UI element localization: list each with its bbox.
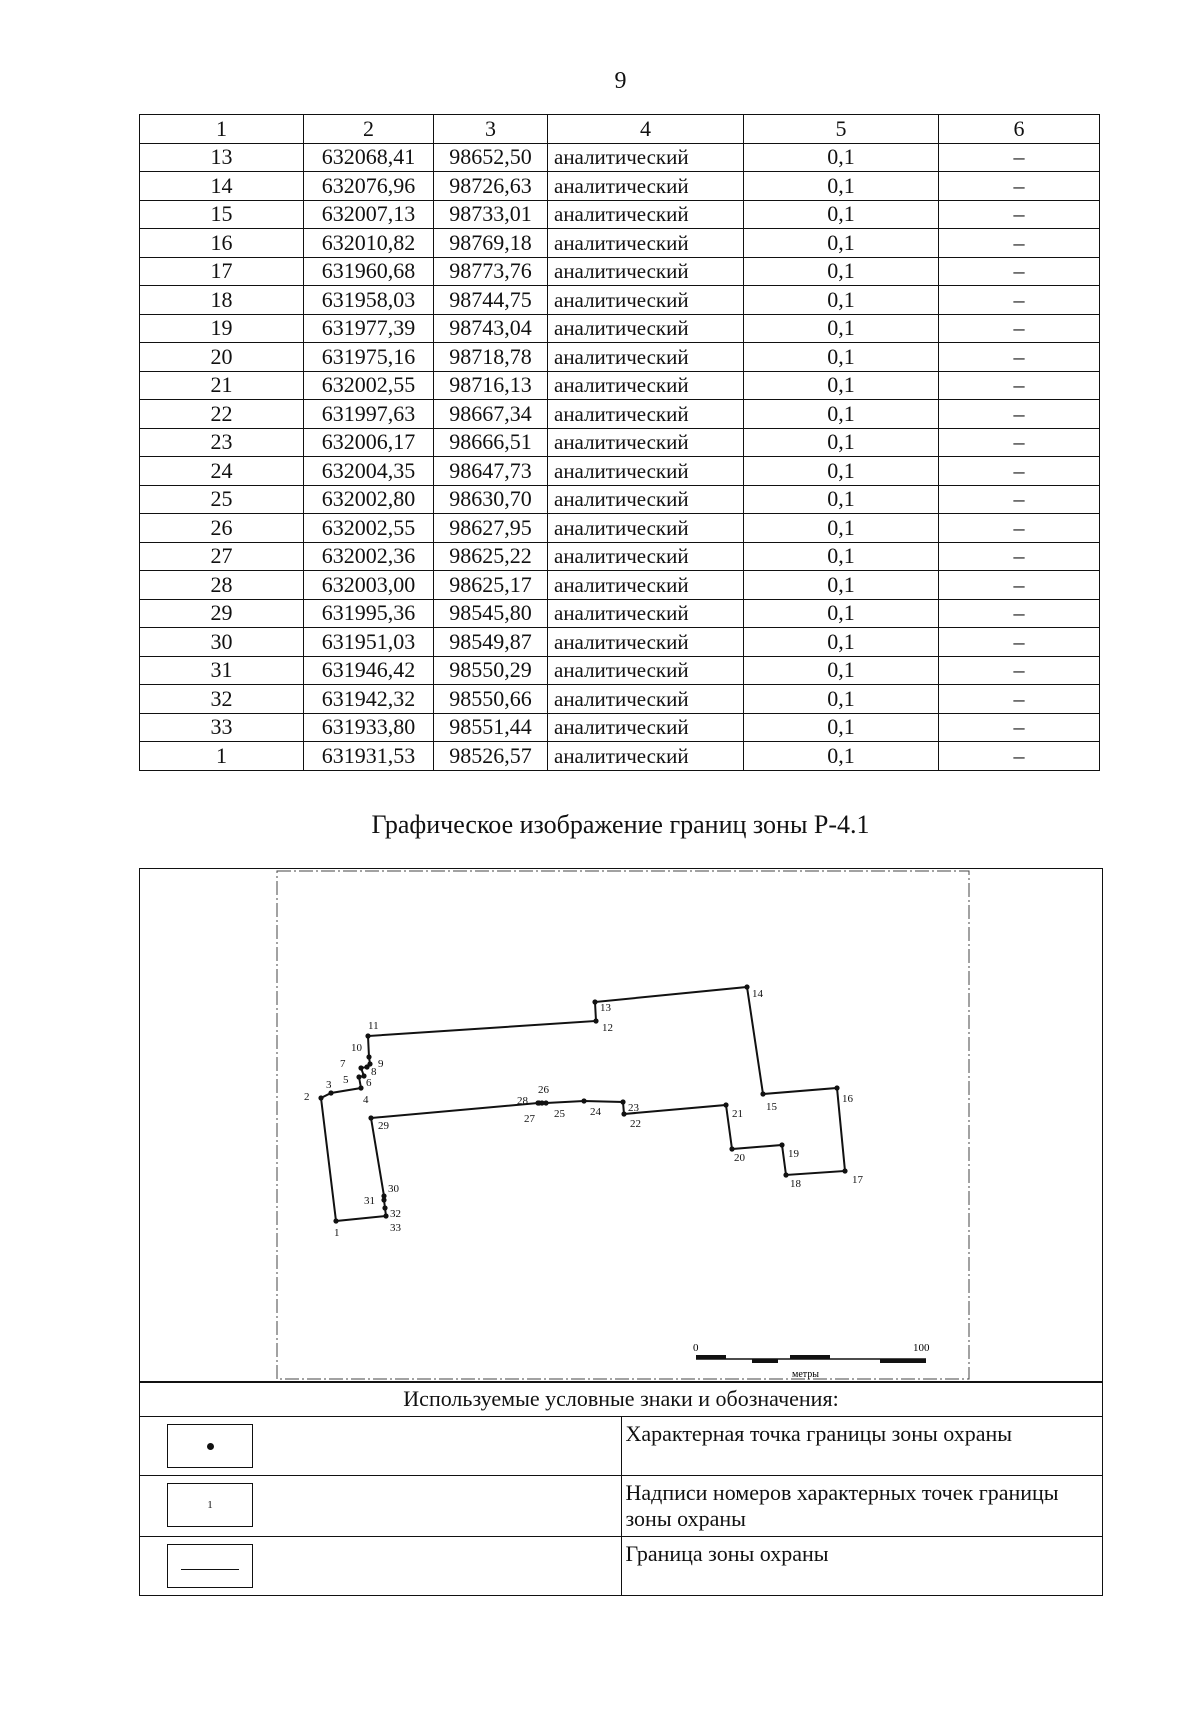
legend-table <box>139 1382 1103 1596</box>
table-row <box>140 599 1100 628</box>
legend-line-text: Граница зоны охраны <box>621 1537 1103 1596</box>
table-cell: – <box>939 371 1100 400</box>
scale-bar-segment <box>696 1355 726 1359</box>
table-cell: 0,1 <box>744 343 939 372</box>
table-cell: 32 <box>140 685 304 714</box>
table-row <box>140 286 1100 315</box>
boundary-point-marker <box>779 1142 784 1147</box>
table-cell: – <box>939 628 1100 657</box>
column-header: 2 <box>304 115 434 144</box>
boundary-point-marker <box>592 999 597 1004</box>
table-cell: 631997,63 <box>304 400 434 429</box>
point-number-label: 1 <box>334 1227 340 1239</box>
table-cell: 0,1 <box>744 685 939 714</box>
table-cell: 631931,53 <box>304 742 434 771</box>
boundary-point-marker <box>834 1085 839 1090</box>
table-cell: – <box>939 286 1100 315</box>
table-cell: 98743,04 <box>434 314 548 343</box>
point-number-label: 12 <box>602 1022 613 1034</box>
table-cell: аналитический <box>548 656 744 685</box>
table-cell: 631995,36 <box>304 599 434 628</box>
point-number-label: 22 <box>630 1118 641 1130</box>
point-number-label: 10 <box>351 1042 362 1054</box>
table-cell: 0,1 <box>744 286 939 315</box>
point-number-label: 23 <box>628 1102 639 1114</box>
point-number-label: 31 <box>364 1195 375 1207</box>
boundary-point-marker <box>621 1111 626 1116</box>
scale-bar-segment <box>790 1355 830 1359</box>
table-cell: 98666,51 <box>434 428 548 457</box>
page-number: 9 <box>614 68 627 94</box>
table-cell: 28 <box>140 571 304 600</box>
table-cell: аналитический <box>548 428 744 457</box>
table-cell: – <box>939 485 1100 514</box>
table-cell: 0,1 <box>744 571 939 600</box>
point-number-label: 32 <box>390 1208 401 1220</box>
table-cell: – <box>939 143 1100 172</box>
table-row <box>140 542 1100 571</box>
table-cell: 25 <box>140 485 304 514</box>
point-number-label: 28 <box>517 1095 528 1107</box>
table-row <box>140 400 1100 429</box>
boundary-point-marker <box>356 1074 361 1079</box>
table-cell: аналитический <box>548 457 744 486</box>
table-cell: аналитический <box>548 371 744 400</box>
table-cell: – <box>939 172 1100 201</box>
point-number-label: 14 <box>752 988 763 1000</box>
table-cell: 16 <box>140 229 304 258</box>
point-number-label: 13 <box>600 1002 611 1014</box>
legend-label-text: Надписи номеров характерных точек границы зоны охраны <box>621 1476 1103 1537</box>
point-number-label: 5 <box>343 1074 349 1086</box>
table-cell: 0,1 <box>744 400 939 429</box>
point-number-label: 24 <box>590 1106 601 1118</box>
table-cell: – <box>939 200 1100 229</box>
table-cell: – <box>939 229 1100 258</box>
table-row <box>140 172 1100 201</box>
legend-row-point <box>140 1417 1103 1476</box>
point-number-label: 7 <box>340 1058 346 1070</box>
table-cell: 18 <box>140 286 304 315</box>
table-cell: 631951,03 <box>304 628 434 657</box>
table-cell: 98551,44 <box>434 713 548 742</box>
boundary-map <box>139 868 1103 1382</box>
table-row <box>140 343 1100 372</box>
table-cell: 98652,50 <box>434 143 548 172</box>
table-cell: 632002,55 <box>304 371 434 400</box>
column-header: 6 <box>939 115 1100 144</box>
table-cell: 632002,36 <box>304 542 434 571</box>
table-cell: аналитический <box>548 172 744 201</box>
scale-start-label: 0 <box>693 1342 699 1354</box>
point-number-label: 6 <box>366 1077 372 1089</box>
scale-bar <box>693 1342 930 1380</box>
table-cell: 0,1 <box>744 742 939 771</box>
line-symbol <box>167 1544 253 1588</box>
table-cell: 23 <box>140 428 304 457</box>
table-cell: 30 <box>140 628 304 657</box>
table-cell: 98550,29 <box>434 656 548 685</box>
table-cell: аналитический <box>548 257 744 286</box>
boundary-point-marker <box>723 1102 728 1107</box>
table-cell: 631975,16 <box>304 343 434 372</box>
table-cell: аналитический <box>548 599 744 628</box>
table-cell: 632007,13 <box>304 200 434 229</box>
table-cell: 29 <box>140 599 304 628</box>
table-row <box>140 229 1100 258</box>
boundary-point-marker <box>328 1090 333 1095</box>
boundary-point-marker <box>383 1213 388 1218</box>
column-header: 1 <box>140 115 304 144</box>
point-number-label: 15 <box>766 1101 777 1113</box>
point-number-label: 9 <box>378 1058 384 1070</box>
coordinates-table <box>139 114 1100 771</box>
table-row <box>140 685 1100 714</box>
scale-unit-label: метры <box>792 1369 819 1380</box>
table-cell: 98667,34 <box>434 400 548 429</box>
table-cell: 0,1 <box>744 542 939 571</box>
table-row <box>140 485 1100 514</box>
table-cell: – <box>939 542 1100 571</box>
table-cell: аналитический <box>548 542 744 571</box>
table-row <box>140 713 1100 742</box>
point-number-label: 2 <box>304 1091 310 1103</box>
table-cell: – <box>939 656 1100 685</box>
table-cell: 632002,80 <box>304 485 434 514</box>
point-number-label: 33 <box>390 1222 401 1234</box>
table-cell: 631958,03 <box>304 286 434 315</box>
table-cell: 632003,00 <box>304 571 434 600</box>
table-cell: 0,1 <box>744 172 939 201</box>
table-row <box>140 656 1100 685</box>
table-cell: – <box>939 257 1100 286</box>
table-cell: 17 <box>140 257 304 286</box>
table-cell: 0,1 <box>744 314 939 343</box>
table-cell: 98716,13 <box>434 371 548 400</box>
table-cell: аналитический <box>548 713 744 742</box>
table-cell: 0,1 <box>744 457 939 486</box>
boundary-point-marker <box>358 1065 363 1070</box>
boundary-point-marker <box>368 1115 373 1120</box>
table-cell: 0,1 <box>744 485 939 514</box>
table-cell: 98744,75 <box>434 286 548 315</box>
table-cell: 20 <box>140 343 304 372</box>
table-cell: 24 <box>140 457 304 486</box>
table-header-row <box>140 115 1100 144</box>
point-number-label: 3 <box>326 1079 332 1091</box>
point-symbol <box>167 1424 253 1468</box>
point-number-label: 18 <box>790 1178 801 1190</box>
table-cell: аналитический <box>548 485 744 514</box>
boundary-line-icon <box>181 1569 239 1570</box>
table-cell: аналитический <box>548 571 744 600</box>
boundary-point-marker <box>382 1205 387 1210</box>
table-row <box>140 514 1100 543</box>
table-row <box>140 428 1100 457</box>
table-cell: 631946,42 <box>304 656 434 685</box>
point-number-label: 4 <box>363 1094 369 1106</box>
table-cell: 632002,55 <box>304 514 434 543</box>
table-cell: 21 <box>140 371 304 400</box>
table-cell: 13 <box>140 143 304 172</box>
point-number-label: 11 <box>368 1020 379 1032</box>
table-cell: 98773,76 <box>434 257 548 286</box>
boundary-point-marker <box>358 1085 363 1090</box>
table-cell: 98526,57 <box>434 742 548 771</box>
table-cell: 33 <box>140 713 304 742</box>
table-cell: 15 <box>140 200 304 229</box>
table-cell: 631933,80 <box>304 713 434 742</box>
point-number-label: 26 <box>538 1084 549 1096</box>
table-cell: 98625,17 <box>434 571 548 600</box>
column-header: 5 <box>744 115 939 144</box>
table-cell: 0,1 <box>744 371 939 400</box>
table-cell: 98625,22 <box>434 542 548 571</box>
table-cell: 0,1 <box>744 229 939 258</box>
table-row <box>140 628 1100 657</box>
boundary-point-marker <box>783 1172 788 1177</box>
table-cell: аналитический <box>548 200 744 229</box>
table-cell: – <box>939 428 1100 457</box>
table-cell: 632004,35 <box>304 457 434 486</box>
table-cell: 0,1 <box>744 713 939 742</box>
table-cell: 98550,66 <box>434 685 548 714</box>
table-row <box>140 571 1100 600</box>
table-cell: – <box>939 400 1100 429</box>
boundary-point-marker <box>366 1054 371 1059</box>
table-cell: 0,1 <box>744 143 939 172</box>
table-cell: 631960,68 <box>304 257 434 286</box>
table-cell: 98647,73 <box>434 457 548 486</box>
table-cell: 0,1 <box>744 257 939 286</box>
point-number-label: 30 <box>388 1183 399 1195</box>
table-cell: 98726,63 <box>434 172 548 201</box>
table-cell: аналитический <box>548 314 744 343</box>
table-row <box>140 143 1100 172</box>
point-dot-icon <box>207 1443 214 1450</box>
boundary-point-marker <box>381 1197 386 1202</box>
table-cell: – <box>939 514 1100 543</box>
legend-row-label <box>140 1476 1103 1537</box>
table-cell: аналитический <box>548 742 744 771</box>
table-cell: 19 <box>140 314 304 343</box>
scale-bar-segment <box>752 1359 778 1363</box>
boundary-point-marker <box>535 1100 540 1105</box>
table-cell: 26 <box>140 514 304 543</box>
point-number-label: 25 <box>554 1108 565 1120</box>
table-cell: аналитический <box>548 343 744 372</box>
table-cell: – <box>939 314 1100 343</box>
point-number-label: 29 <box>378 1120 389 1132</box>
table-cell: – <box>939 742 1100 771</box>
point-number-label: 8 <box>371 1066 377 1078</box>
table-cell: аналитический <box>548 514 744 543</box>
table-cell: – <box>939 343 1100 372</box>
label-symbol-text: 1 <box>207 1499 213 1511</box>
table-cell: 1 <box>140 742 304 771</box>
table-cell: 0,1 <box>744 428 939 457</box>
legend-point-text: Характерная точка границы зоны охраны <box>621 1417 1103 1476</box>
table-cell: 98733,01 <box>434 200 548 229</box>
table-cell: 98718,78 <box>434 343 548 372</box>
point-number-label: 16 <box>842 1093 853 1105</box>
table-cell: 98549,87 <box>434 628 548 657</box>
point-number-label: 21 <box>732 1108 743 1120</box>
table-cell: – <box>939 685 1100 714</box>
table-cell: 631977,39 <box>304 314 434 343</box>
table-row <box>140 314 1100 343</box>
table-cell: 27 <box>140 542 304 571</box>
table-row <box>140 742 1100 771</box>
table-cell: 31 <box>140 656 304 685</box>
table-cell: 0,1 <box>744 599 939 628</box>
boundary-point-marker <box>744 984 749 989</box>
scale-bar-segment <box>880 1359 926 1363</box>
table-cell: 14 <box>140 172 304 201</box>
table-cell: 631942,32 <box>304 685 434 714</box>
table-cell: 632068,41 <box>304 143 434 172</box>
table-cell: 632010,82 <box>304 229 434 258</box>
boundary-point-marker <box>729 1146 734 1151</box>
table-cell: 0,1 <box>744 628 939 657</box>
column-header: 3 <box>434 115 548 144</box>
table-cell: 98627,95 <box>434 514 548 543</box>
table-cell: аналитический <box>548 628 744 657</box>
table-cell: – <box>939 571 1100 600</box>
boundary-map-drawing <box>140 869 1104 1383</box>
boundary-point-marker <box>318 1095 323 1100</box>
table-cell: аналитический <box>548 286 744 315</box>
table-cell: – <box>939 713 1100 742</box>
table-cell: 0,1 <box>744 200 939 229</box>
table-cell: аналитический <box>548 143 744 172</box>
boundary-point-marker <box>620 1099 625 1104</box>
boundary-point-marker <box>333 1218 338 1223</box>
boundary-point-marker <box>365 1033 370 1038</box>
column-header: 4 <box>548 115 744 144</box>
table-cell: 22 <box>140 400 304 429</box>
table-cell: аналитический <box>548 229 744 258</box>
table-cell: аналитический <box>548 685 744 714</box>
point-number-label: 20 <box>734 1152 745 1164</box>
table-cell: – <box>939 599 1100 628</box>
table-cell: – <box>939 457 1100 486</box>
point-number-label: 19 <box>788 1148 799 1160</box>
boundary-point-marker <box>760 1091 765 1096</box>
table-cell: 632006,17 <box>304 428 434 457</box>
table-cell: 632076,96 <box>304 172 434 201</box>
graphic-title: Графическое изображение границ зоны Р-4.1 <box>371 810 870 839</box>
boundary-point-marker <box>842 1168 847 1173</box>
boundary-point-marker <box>593 1018 598 1023</box>
table-cell: 98545,80 <box>434 599 548 628</box>
legend-title: Используемые условные знаки и обозначения: <box>140 1383 1103 1417</box>
legend-row-line <box>140 1537 1103 1596</box>
table-row <box>140 371 1100 400</box>
table-row <box>140 457 1100 486</box>
table-cell: 0,1 <box>744 656 939 685</box>
point-labels <box>304 988 864 1239</box>
table-cell: 98769,18 <box>434 229 548 258</box>
table-cell: 98630,70 <box>434 485 548 514</box>
label-symbol <box>167 1483 253 1527</box>
scale-end-label: 100 <box>913 1342 930 1354</box>
boundary-point-marker <box>581 1098 586 1103</box>
point-number-label: 27 <box>524 1113 535 1125</box>
table-row <box>140 200 1100 229</box>
table-cell: 0,1 <box>744 514 939 543</box>
table-cell: аналитический <box>548 400 744 429</box>
point-number-label: 17 <box>852 1174 863 1186</box>
table-row <box>140 257 1100 286</box>
